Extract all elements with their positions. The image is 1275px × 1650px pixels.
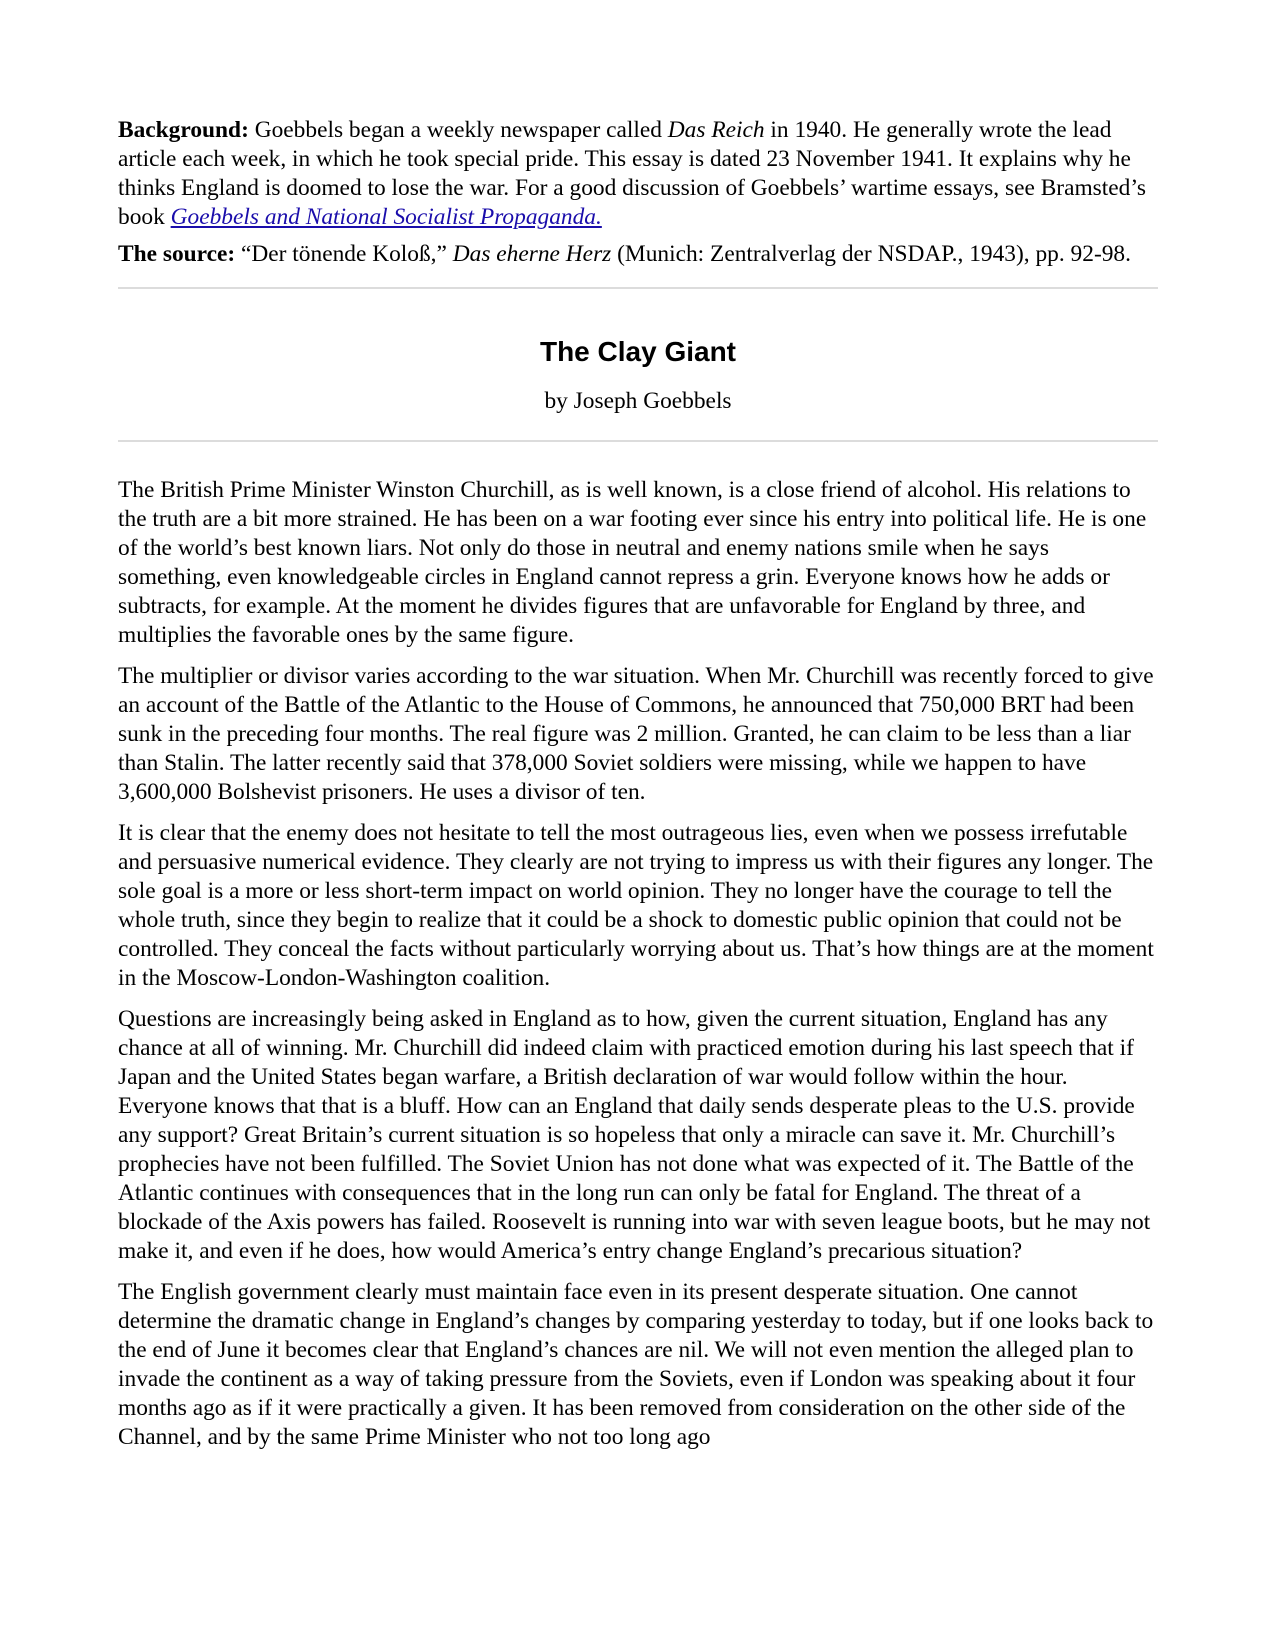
source-book-title: Das eherne Herz xyxy=(452,241,612,267)
background-paragraph xyxy=(118,116,1158,232)
article-paragraph: The English government clearly must maintain face even in its present desperate situation. One cannot determine the dramatic change in England’s changes by comparing yesterday to today, but if one looks back to the end of June it becomes clear that England’s chances are nil. We will not even mention the alleged plan to invade the continent as a way of taking pressure from the Soviets, even if London was speaking about it four months ago as if it were practically a given. It has been removed from consideration on the other side of the Channel, and by the same Prime Minister who not too long ago xyxy=(118,1279,1154,1450)
article-body xyxy=(118,476,1158,1452)
title-block xyxy=(118,289,1158,440)
background-text-2: in 1940. He generally wrote the lead article each week, in which he took special pride. This essay is dated 23 November 1941. It explains why he thinks England is doomed to lose the war. For a good discussion of Goebbels’ wartime essays, see Bramsted’s book xyxy=(118,117,1146,230)
article-paragraph: It is clear that the enemy does not hesitate to tell the most outrageous lies, even when we possess irrefutable and persuasive numerical evidence. They clearly are not trying to impress us with their figures any longer. The sole goal is a more or less short-term impact on world opinion. They no longer have the courage to tell the whole truth, since they begin to realize that it could be a shock to domestic public opinion that could not be controlled. They conceal the facts without particularly worrying about us. That’s how things are at the moment in the Moscow-London-Washington coalition. xyxy=(118,820,1154,991)
article-paragraph: The British Prime Minister Winston Churchill, as is well known, is a close friend of alcohol. His relations to the truth are a bit more strained. He has been on a war footing ever since his entry into political life. He is one of the world’s best known liars. Not only do those in neutral and enemy nations smile when he says something, even knowledgeable circles in England cannot repress a grin. Everyone knows how he adds or subtracts, for example. At the moment he divides figures that are unfavorable for England by three, and multiplies the favorable ones by the same figure. xyxy=(118,477,1147,648)
book-link[interactable]: Goebbels and National Socialist Propaganda. xyxy=(170,204,602,230)
source-text-1: “Der tönende Koloß,” xyxy=(235,241,453,267)
source-paragraph xyxy=(118,240,1158,269)
article-paragraph: The multiplier or divisor varies according to the war situation. When Mr. Churchill was recently forced to give an account of the Battle of the Atlantic to the House of Commons, he announced that 750,000 BRT had been sunk in the preceding four months. The real figure was 2 million. Granted, he can claim to be less than a liar than Stalin. The latter recently said that 378,000 Soviet soldiers were missing, while we happen to have 3,600,000 Bolshevist prisoners. He uses a divisor of ten. xyxy=(118,663,1154,805)
source-label: The source: xyxy=(118,241,236,267)
paper-title: Das Reich xyxy=(667,117,765,143)
article-byline: by Joseph Goebbels xyxy=(544,388,732,414)
background-label: Background: xyxy=(118,117,249,143)
article-paragraph: Questions are increasingly being asked in England as to how, given the current situation, England has any chance at all of winning. Mr. Churchill did indeed claim with practiced emotion during his last speech that if Japan and the United States began warfare, a British declaration of war would follow within the hour. Everyone knows that that is a bluff. How can an England that daily sends desperate pleas to the U.S. provide any support? Great Britain’s current situation is so hopeless that only a miracle can save it. Mr. Churchill’s prophecies have not been fulfilled. The Soviet Union has not done what was expected of it. The Battle of the Atlantic continues with consequences that in the long run can only be fatal for England. The threat of a blockade of the Axis powers has failed. Roosevelt is running into war with seven league boots, but he may not make it, and even if he does, how would America’s entry change England’s precarious situation? xyxy=(118,1006,1151,1264)
document-content xyxy=(118,116,1158,1464)
background-text-1: Goebbels began a weekly newspaper called xyxy=(248,117,668,143)
article-title: The Clay Giant xyxy=(539,336,737,367)
divider-bottom xyxy=(118,440,1158,442)
source-text-2: (Munich: Zentralverlag der NSDAP., 1943), pp. 92-98. xyxy=(611,241,1131,267)
intro-section xyxy=(118,116,1158,269)
